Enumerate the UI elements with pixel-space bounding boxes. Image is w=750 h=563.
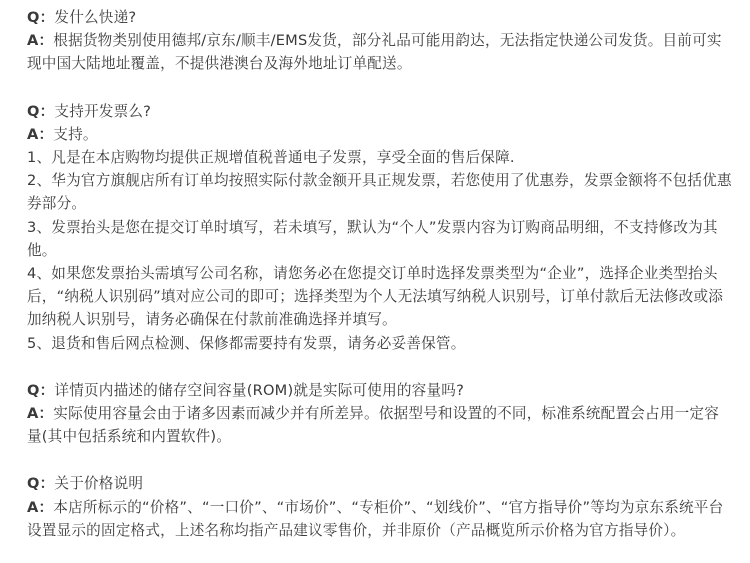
answer-point-4: 4、如果您发票抬头需填写公司名称，请您务必在您提交订单时选择发票类型为“企业”，选择企业类型抬头后，“纳税人识别码”填对应公司的即可；选择类型为个人无法填写纳税人识别号，订单付款后无法修改或添加纳税人识别号，请务必确保在付款前准确选择并填写。 [27, 265, 724, 329]
answer-line [27, 496, 732, 542]
question-text: 关于价格说明 [54, 475, 144, 493]
question-text: 发什么快递? [54, 9, 137, 26]
answer-text: 本店所标示的“价格”、“一口价”、“市场价”、“专柜价”、“划线价”、“官方指导价”等均为京东系统平台设置显示的固定格式，上述名称均指产品建议零售价，并非原价（产品概览所示价格为官方指导价）。 [27, 498, 724, 539]
question-text: 支持开发票么? [54, 102, 152, 120]
answer-tag: A： [27, 32, 54, 50]
answer-point-3: 3、发票抬头是您在提交订单时填写，若未填写，默认为“个人”发票内容为订购商品明细，不支持修改为其他。 [27, 218, 718, 259]
faq-item-invoice [27, 100, 732, 355]
answer-line [27, 29, 732, 75]
question-line [27, 6, 732, 29]
question-line [27, 379, 732, 402]
faq-item-storage [27, 379, 732, 449]
question-tag: Q： [27, 381, 55, 399]
answer-text: 支持。 [53, 125, 98, 143]
question-tag: Q： [27, 9, 55, 26]
answer-line [27, 402, 732, 448]
question-tag: Q： [27, 102, 55, 120]
answer-tag: A： [27, 498, 54, 516]
answer-point-2: 2、华为官方旗舰店所有订单均按照实际付款金额开具正规发票，若您使用了优惠券，发票金额将不包括优惠券部分。 [27, 172, 732, 213]
answer-point-1: 1、凡是在本店购物均提供正规增值税普通电子发票，享受全面的售后保障. [27, 149, 515, 167]
answer-point-5: 5、退货和售后网点检测、保修都需要持有发票，请务必妥善保管。 [27, 334, 466, 352]
answer-line [27, 123, 732, 146]
faq-item-shipping [27, 6, 732, 76]
answer-tag: A： [27, 125, 54, 143]
question-line [27, 100, 732, 123]
answer-text: 根据货物类别使用德邦/京东/顺丰/EMS发货，部分礼品可能用韵达，无法指定快递公司发货。目前可实现中国大陆地址覆盖，不提供港澳台及海外地址订单配送。 [27, 32, 722, 73]
question-line [27, 472, 732, 495]
answer-tag: A： [27, 405, 54, 423]
question-tag: Q： [27, 475, 55, 493]
answer-text: 实际使用容量会由于诸多因素而减少并有所差异。依据型号和设置的不同，标准系统配置会占用一定容量(其中包括系统和内置软件)。 [27, 405, 720, 446]
question-text: 详情页内描述的储存空间容量(ROM)就是实际可使用的容量吗? [54, 381, 465, 399]
faq-item-price [27, 472, 732, 542]
